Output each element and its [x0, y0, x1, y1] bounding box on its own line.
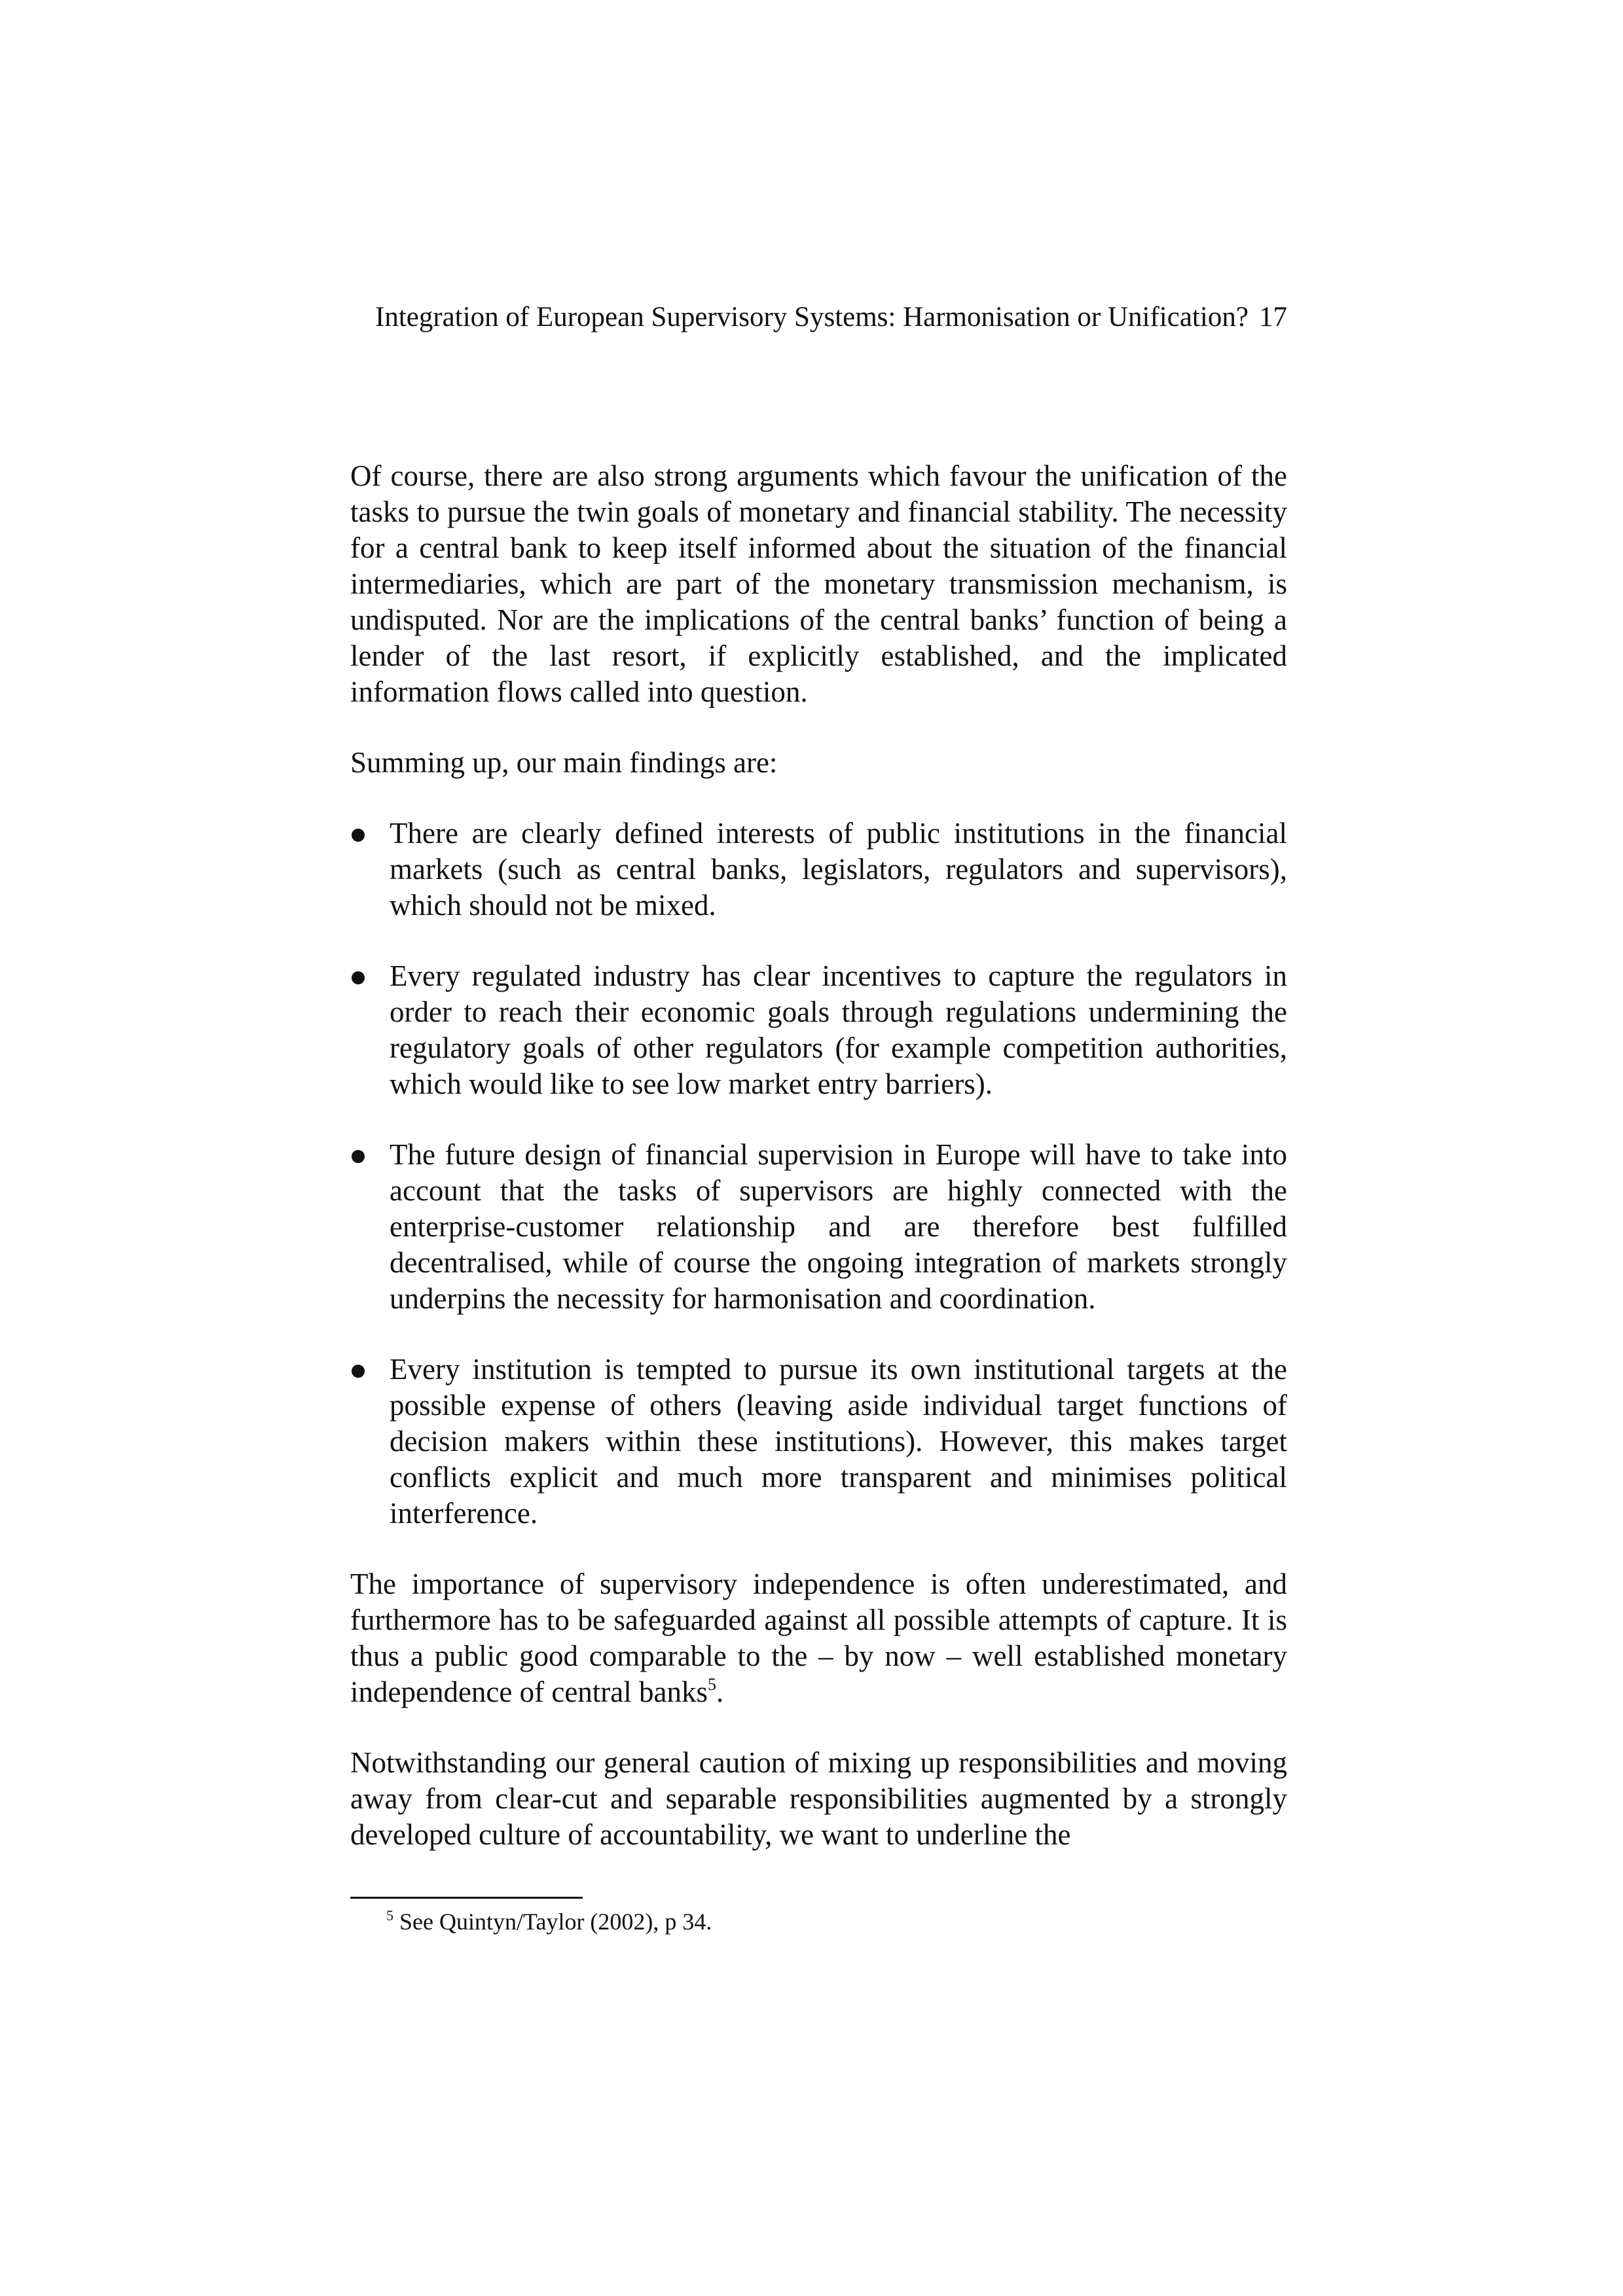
list-item-text: There are clearly defined interests of public institutions in the financial markets (such as central banks, legislators, regulators and supervisors), which should not be mixed. [390, 817, 1287, 922]
page-number: 17 [1259, 302, 1287, 332]
footnote-divider [350, 1897, 583, 1899]
bullet-icon [352, 1365, 365, 1378]
footnote-text: See Quintyn/Taylor (2002), p 34. [399, 1909, 712, 1935]
running-title: Integration of European Supervisory Systems: Harmonisation or Unification? [375, 302, 1249, 332]
bullet-icon [352, 829, 365, 842]
footnote-reference[interactable]: 5 [708, 1675, 716, 1694]
paragraph-supervisory-independence [350, 1566, 1287, 1710]
list-item-text: Every regulated industry has clear incentives to capture the regulators in order to reach their economic goals through regulations undermining the regulatory goals of other regulators (for example competition authorities, which would like to see low market entry barriers). [390, 960, 1287, 1100]
paragraph-notwithstanding: Notwithstanding our general caution of mixing up responsibilities and moving away from clear-cut and separable responsibilities augmented by a strongly developed culture of accountability, we want to underline the [350, 1746, 1287, 1851]
footnote [386, 1906, 712, 1937]
list-item-text: The future design of financial supervision in Europe will have to take into account that the tasks of supervisors are highly connected with the enterprise-customer relationship and are therefore best fulfilled decentralised, while of course the ongoing integration of markets strongly underpins the necessity for harmonisation and coordination. [390, 1138, 1287, 1315]
bullet-icon [352, 1150, 365, 1163]
list-item [350, 816, 1287, 924]
list-item [350, 958, 1287, 1102]
paragraph-3-text: The importance of supervisory independence is often underestimated, and furthermore has to be safeguarded against all possible attempts of capture. It is thus a public good comparable to the – by now – well established monetary independence of central banks [350, 1568, 1287, 1708]
paragraph-3-end: . [716, 1676, 724, 1708]
footnote-marker: 5 [386, 1907, 393, 1924]
bullet-icon [352, 971, 365, 984]
paragraph-unification-arguments: Of course, there are also strong arguments which favour the unification of the tasks to pursue the twin goals of monetary and financial stability. The necessity for a central bank to keep itself informed about the situation of the financial intermediaries, which are part of the monetary transmission mechanism, is undisputed. Nor are the implications of the central banks’ function of being a lender of the last resort, if explicitly established, and the implicated information flows called into question. [350, 459, 1287, 708]
list-item [350, 1137, 1287, 1317]
list-item-text: Every institution is tempted to pursue its own institutional targets at the possible expense of others (leaving aside individual target functions of decision makers within these institutions). However, this makes target conflicts explicit and much more transparent and minimises political interference. [390, 1353, 1287, 1530]
paragraph-summing-up: Summing up, our main findings are: [350, 746, 778, 779]
list-item [350, 1352, 1287, 1532]
body-text [350, 458, 1287, 1888]
running-header [375, 298, 1287, 337]
findings-list [350, 816, 1287, 1532]
